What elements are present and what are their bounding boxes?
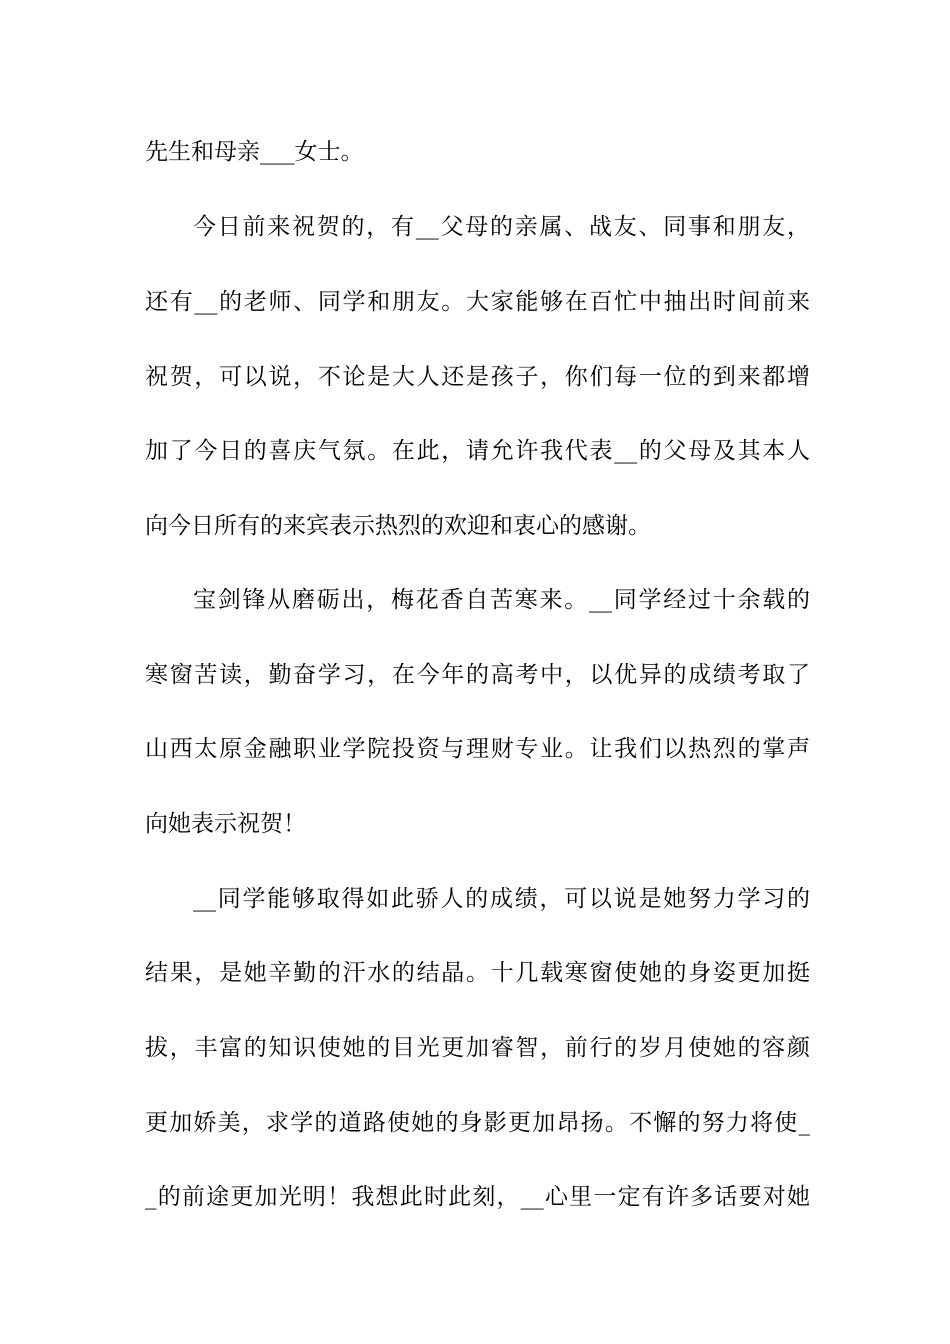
- text-line-15: _的前途更加光明！我想此时此刻，__心里一定有许多话要对她: [145, 1184, 810, 1210]
- text-line-5: 加了今日的喜庆气氛。在此，请允许我代表__的父母及其本人: [145, 438, 810, 464]
- text-line-4: 祝贺，可以说，不论是大人还是孩子，你们每一位的到来都增: [145, 364, 810, 390]
- text-line-10: 向她表示祝贺！: [145, 811, 306, 837]
- text-line-8: 寒窗苦读，勤奋学习，在今年的高考中，以优异的成绩考取了: [145, 662, 810, 688]
- text-line-6: 向今日所有的来宾表示热烈的欢迎和衷心的感谢。: [145, 513, 651, 539]
- text-line-9: 山西太原金融职业学院投资与理财专业。让我们以热烈的掌声: [145, 736, 810, 762]
- text-line-2: 今日前来祝贺的，有__父母的亲属、战友、同事和朋友，: [193, 214, 810, 240]
- text-line-12: 结果，是她辛勤的汗水的结晶。十几载寒窗使她的身姿更加挺: [145, 960, 810, 986]
- text-line-1: 先生和母亲___女士。: [145, 139, 364, 165]
- text-line-14: 更加娇美，求学的道路使她的身影更加昂扬。不懈的努力将使_: [145, 1110, 810, 1136]
- text-line-7: 宝剑锋从磨砺出，梅花香自苦寒来。__同学经过十余载的: [193, 587, 810, 613]
- text-line-13: 拔，丰富的知识使她的目光更加睿智，前行的岁月使她的容颜: [145, 1035, 810, 1061]
- text-line-11: __同学能够取得如此骄人的成绩，可以说是她努力学习的: [193, 886, 810, 912]
- text-line-3: 还有__的老师、同学和朋友。大家能够在百忙中抽出时间前来: [145, 289, 810, 315]
